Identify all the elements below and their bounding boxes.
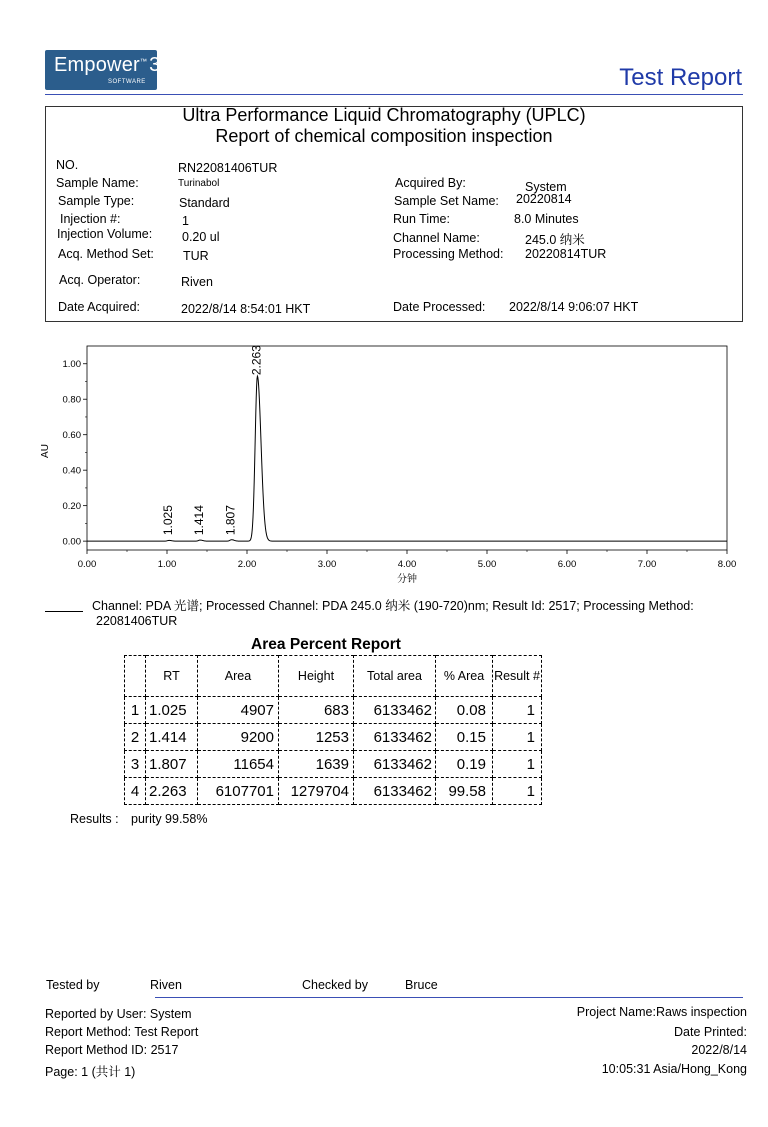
no-label: NO.	[56, 158, 79, 172]
table-header-row	[125, 656, 542, 697]
report-method-id: Report Method ID: 2517	[45, 1043, 179, 1057]
peak-label: 1.025	[161, 505, 175, 536]
cell-result: 1	[493, 751, 542, 778]
cell-result: 1	[493, 697, 542, 724]
y-tick-label: 0.40	[62, 465, 81, 477]
y-axis	[63, 359, 88, 547]
header-divider	[45, 94, 743, 95]
x-tick-label: 5.00	[477, 559, 497, 570]
date-acquired-value: 2022/8/14 8:54:01 HKT	[181, 302, 311, 316]
cell-height: 1639	[279, 751, 354, 778]
date-acquired-label: Date Acquired:	[58, 300, 140, 314]
acq-method-value: TUR	[183, 249, 209, 263]
cell-rt: 1.025	[146, 697, 198, 724]
cell-percent-area: 99.58	[436, 778, 493, 805]
injection-value: 1	[182, 214, 189, 228]
cell-total-area: 6133462	[354, 724, 436, 751]
reported-by: Reported by User: System	[45, 1007, 192, 1021]
x-tick-label: 2.00	[237, 559, 257, 570]
y-tick-label: 1.00	[62, 359, 81, 371]
y-tick-label: 0.80	[62, 394, 81, 406]
cell-result: 1	[493, 778, 542, 805]
cell-index: 1	[125, 697, 146, 724]
injection-volume-label: Injection Volume:	[57, 227, 153, 241]
acq-method-label: Acq. Method Set:	[58, 247, 154, 261]
cell-result: 1	[493, 724, 542, 751]
x-tick-label: 6.00	[557, 559, 577, 570]
chart-frame	[87, 346, 727, 550]
page-number: Page: 1 (共计 1)	[45, 1065, 136, 1079]
y-tick-label: 0.20	[62, 501, 81, 513]
table-row	[125, 724, 542, 751]
cell-height: 683	[279, 697, 354, 724]
sample-set-value: 20220814	[516, 192, 572, 206]
cell-height: 1279704	[279, 778, 354, 805]
logo-number: 3	[149, 54, 161, 76]
chromatogram-chart	[40, 340, 740, 595]
cell-index: 3	[125, 751, 146, 778]
cell-percent-area: 0.19	[436, 751, 493, 778]
acq-operator-label: Acq. Operator:	[59, 273, 141, 287]
cell-percent-area: 0.15	[436, 724, 493, 751]
cell-rt: 1.807	[146, 751, 198, 778]
cell-index: 4	[125, 778, 146, 805]
sample-set-label: Sample Set Name:	[394, 194, 499, 208]
plot-border	[87, 346, 727, 550]
header-percent-area: % Area	[436, 656, 493, 697]
cell-index: 2	[125, 724, 146, 751]
peak-labels	[161, 345, 263, 535]
cell-area: 4907	[198, 697, 279, 724]
report-method: Report Method: Test Report	[45, 1025, 199, 1039]
cell-percent-area: 0.08	[436, 697, 493, 724]
tested-by-value: Riven	[150, 978, 182, 992]
x-tick-label: 1.00	[157, 559, 177, 570]
cell-area: 6107701	[198, 778, 279, 805]
injection-volume-value: 0.20 ul	[182, 230, 220, 244]
empower-logo	[45, 50, 161, 90]
processing-method-value: 20220814TUR	[525, 247, 607, 261]
channel-name-value: 245.0 纳米	[525, 233, 585, 247]
results-value: purity 99.58%	[131, 812, 208, 826]
run-time-label: Run Time:	[393, 212, 450, 226]
caption-marker-line	[45, 611, 83, 612]
channel-name-label: Channel Name:	[393, 231, 480, 245]
header-area: Area	[198, 656, 279, 697]
date-printed-label: Date Printed:	[674, 1025, 747, 1039]
peak-label: 1.807	[223, 505, 238, 536]
y-axis-label: AU	[40, 444, 51, 458]
cell-area: 11654	[198, 751, 279, 778]
processing-method-label: Processing Method:	[393, 247, 504, 261]
sample-type-value: Standard	[179, 196, 230, 210]
cell-total-area: 6133462	[354, 778, 436, 805]
date-processed-value: 2022/8/14 9:06:07 HKT	[509, 300, 639, 314]
sample-name-value: Turinabol	[178, 178, 220, 189]
project-name: Project Name:Raws inspection	[576, 1005, 747, 1019]
sample-name-label: Sample Name:	[56, 176, 139, 190]
header-result-number: Result #	[493, 656, 542, 697]
date-printed-time: 10:05:31 Asia/Hong_Kong	[601, 1062, 747, 1076]
footer-divider	[155, 997, 743, 998]
tested-by-label: Tested by	[46, 978, 100, 992]
chromatogram-trace	[87, 376, 727, 541]
cell-rt: 1.414	[146, 724, 198, 751]
cell-total-area: 6133462	[354, 697, 436, 724]
date-printed-date: 2022/8/14	[691, 1043, 747, 1057]
table-row	[125, 697, 542, 724]
x-tick-label: 4.00	[397, 559, 417, 570]
report-title: Test Report	[619, 64, 742, 91]
date-processed-label: Date Processed:	[393, 300, 486, 314]
cell-height: 1253	[279, 724, 354, 751]
area-percent-table	[124, 655, 542, 805]
table-row	[125, 778, 542, 805]
logo-tm: ™	[139, 58, 148, 66]
logo-main-text: Empower	[54, 54, 140, 76]
header-total-area: Total area	[354, 656, 436, 697]
x-axis-label: 分钟	[397, 574, 417, 585]
header-rt: RT	[146, 656, 198, 697]
chart-caption-line2: 22081406TUR	[96, 614, 178, 628]
checked-by-label: Checked by	[302, 978, 369, 992]
sample-type-label: Sample Type:	[58, 194, 135, 208]
chart-caption-line1: Channel: PDA 光谱; Processed Channel: PDA 245.0 纳米 (190-720)nm; Result Id: 2517; Processing Method:	[92, 599, 694, 613]
table-row	[125, 751, 542, 778]
doc-title-line1: Ultra Performance Liquid Chromatography (UPLC)	[182, 105, 586, 125]
peak-label: 1.414	[192, 505, 207, 536]
cell-area: 9200	[198, 724, 279, 751]
x-axis	[78, 550, 737, 570]
acquired-by-value: System	[525, 180, 567, 194]
header-height: Height	[279, 656, 354, 697]
cell-rt: 2.263	[146, 778, 198, 805]
x-tick-label: 3.00	[317, 559, 337, 570]
no-value: RN22081406TUR	[178, 161, 278, 175]
doc-title-line2: Report of chemical composition inspection	[215, 126, 553, 146]
x-tick-label: 8.00	[717, 559, 737, 570]
cell-total-area: 6133462	[354, 751, 436, 778]
x-tick-label: 0.00	[77, 559, 97, 570]
logo-sub-text: SOFTWARE	[108, 79, 146, 85]
y-tick-label: 0.60	[62, 430, 81, 442]
x-tick-label: 7.00	[637, 559, 657, 570]
header-index	[125, 656, 146, 697]
area-percent-report-title: Area Percent Report	[251, 636, 401, 653]
y-tick-label: 0.00	[62, 536, 81, 548]
run-time-value: 8.0 Minutes	[514, 212, 579, 226]
peak-label: 2.263	[249, 345, 264, 376]
acq-operator-value: Riven	[181, 275, 213, 289]
results-label: Results :	[70, 812, 119, 826]
acquired-by-label: Acquired By:	[395, 176, 466, 190]
checked-by-value: Bruce	[405, 978, 438, 992]
injection-label: Injection #:	[60, 212, 121, 226]
